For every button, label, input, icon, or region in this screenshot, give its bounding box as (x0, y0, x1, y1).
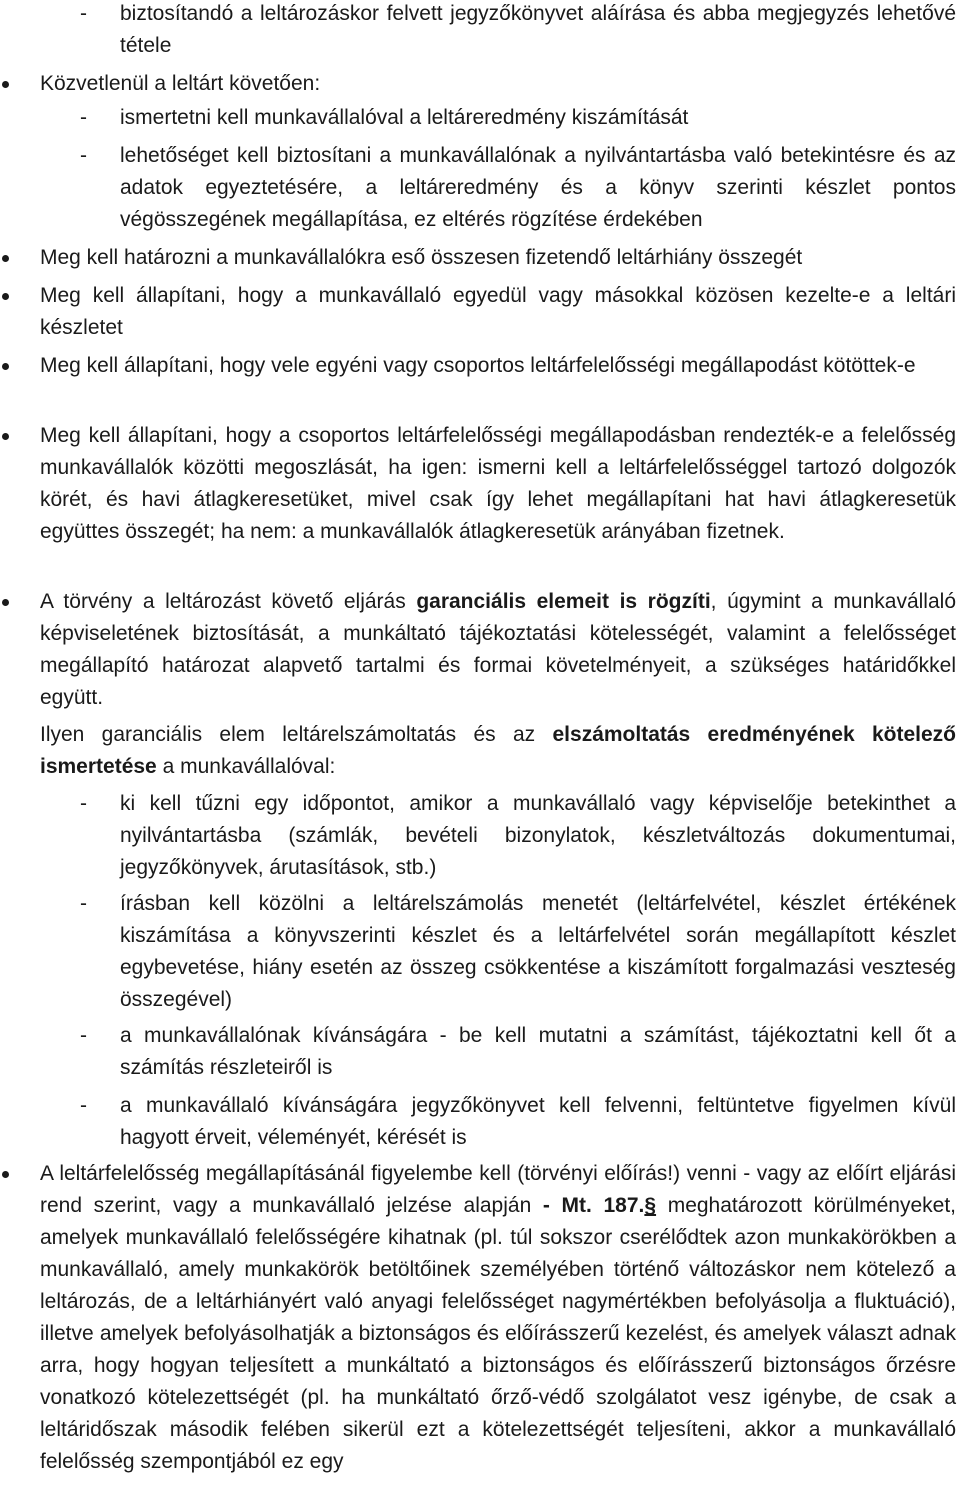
item-text: lehetőséget kell biztosítani a munkavállalónak a nyilvántartásba való betekintésre és az adatok egyeztetésére, a leltáreredmény és a könyv szerinti készlet pontos végösszegének megállapítása, ez eltérés rögzítése érdekében (120, 144, 956, 231)
item-text: ismertetni kell munkavállalóval a leltáreredmény kiszámítását (120, 106, 689, 129)
bullet-icon (2, 433, 9, 440)
item-text (40, 1158, 956, 1478)
item-text: Meg kell állapítani, hogy vele egyéni vagy csoportos leltárfelelősségi megállapodást kötöttek-e (40, 354, 916, 377)
text-run: , úgymint a munkavállaló képviseletének biztosítását, a munkáltató tájékoztatási kötelességét, valamint a felelősséget megállapító határozat alapvető tartalmi és formai követelményeit, a szükséges határidőkkel együtt. (40, 590, 956, 709)
paragraph (40, 719, 956, 783)
list-item (80, 0, 956, 62)
item-text: a munkavállaló kívánságára jegyzőkönyvet kell felvenni, feltüntetve figyelmen kívül hagyott érveit, véleményét, kérését is (120, 1094, 956, 1149)
emphasis-text: - Mt. 187. (542, 1194, 645, 1217)
list-item (0, 1158, 956, 1478)
dash-marker: - (80, 144, 87, 167)
list-item (0, 350, 956, 382)
text-run: Ilyen garanciális elem leltárelszámoltatás és az (40, 723, 553, 746)
bullet-icon (2, 1171, 9, 1178)
bullet-icon (2, 255, 9, 262)
list-item (80, 140, 956, 236)
item-text: írásban kell közölni a leltárelszámolás menetét (leltárfelvétel, készlet értékének kiszámítása a könyvszerinti készlet és a leltárfelvétel során megállapított készlet egybevetése, hiány esetén az összeg csökkentése a kiszámított forgalmazási veszteség összegével) (120, 892, 956, 1011)
dash-marker: - (80, 1024, 87, 1047)
list-item (0, 420, 956, 548)
dash-marker: - (80, 1094, 87, 1117)
emphasis-text: garanciális elemeit is rögzíti (416, 590, 711, 613)
list-item (80, 1020, 956, 1084)
emphasis-text: elszámoltatás eredményének kötelező ismertetése (40, 723, 956, 778)
list-item (80, 102, 956, 134)
item-text: ki kell tűzni egy időpontot, amikor a munkavállaló vagy képviselője betekinthet a nyilvántartásba (számlák, bevételi bizonylatok, készletváltozás dokumentumai, jegyzőkönyvek, árutasítások, stb.) (120, 792, 956, 879)
bullet-icon (2, 363, 9, 370)
item-text: a munkavállalónak kívánságára - be kell mutatni a számítást, tájékoztatni kell őt a számítás részleteiről is (120, 1024, 956, 1079)
text-run: A leltárfelelősség megállapításánál figyelembe kell (törvényi előírás!) venni - vagy az előírt eljárási rend szerint, vagy a munkavállaló jelzése alapján (40, 1162, 956, 1217)
section-sign: § (644, 1194, 657, 1217)
list-item (80, 1090, 956, 1154)
text-run: meghatározott körülményeket, amelyek munkavállaló felelősségére kihatnak (pl. túl sokszor cserélődtek azon munkakörökben a munkavállaló, amely munkakörök betöltőinek személyében történő változáskor nem kötelező a leltározás, de a leltárhiányért való anyagi felelősséget nagymértékben befolyásolja a fluktuáció), illetve amelyek befolyásolhatják a biztonságos és előírásszerű kezelést, és amelyek választ adnak arra, hogy hogyan teljesített a munkáltató a biztonságos és előírásszerű biztonságos őrzésre vonatkozó kötelezettségét (pl. ha munkáltató őrző-védő szolgálatot vesz igénybe, de csak a leltáridőszak második felében sikerül ezt a kötelezettségét teljesíteni, akkor a munkavállaló felelősség szempontjából ez egy (40, 1194, 956, 1473)
bullet-icon (2, 293, 9, 300)
dash-marker: - (80, 2, 87, 25)
item-text: biztosítandó a leltározáskor felvett jegyzőkönyvet aláírása és abba megjegyzés lehetővé tétele (120, 2, 956, 57)
item-text (40, 586, 956, 714)
text-run: A törvény a leltározást követő eljárás (40, 590, 417, 613)
dash-marker: - (80, 892, 87, 915)
item-text: Közvetlenül a leltárt követően: (40, 72, 321, 95)
text-run: a munkavállalóval: (156, 755, 336, 778)
list-item (80, 788, 956, 884)
bullet-icon (2, 81, 9, 88)
list-item (0, 586, 956, 714)
item-text: Meg kell állapítani, hogy a csoportos leltárfelelősségi megállapodásban rendezték-e a felelősség munkavállalók közötti megoszlását, ha igen: ismerni kell a leltárfelelősséggel tartozó dolgozók körét, és havi átlagkeresetüket, mivel csak így lehet megállapítani hat havi átlagkeresetük együttes összegét; ha nem: a munkavállalók átlagkeresetük arányában fizetnek. (40, 424, 956, 543)
item-text: Meg kell határozni a munkavállalókra eső összesen fizetendő leltárhiány összegét (40, 246, 803, 269)
list-item (80, 888, 956, 1016)
item-text: Meg kell állapítani, hogy a munkavállaló egyedül vagy másokkal közösen kezelte-e a leltári készletet (40, 284, 956, 339)
list-item (0, 242, 956, 274)
list-item (0, 68, 956, 100)
dash-marker: - (80, 792, 87, 815)
dash-marker: - (80, 106, 87, 129)
list-item (0, 280, 956, 344)
bullet-icon (2, 599, 9, 606)
